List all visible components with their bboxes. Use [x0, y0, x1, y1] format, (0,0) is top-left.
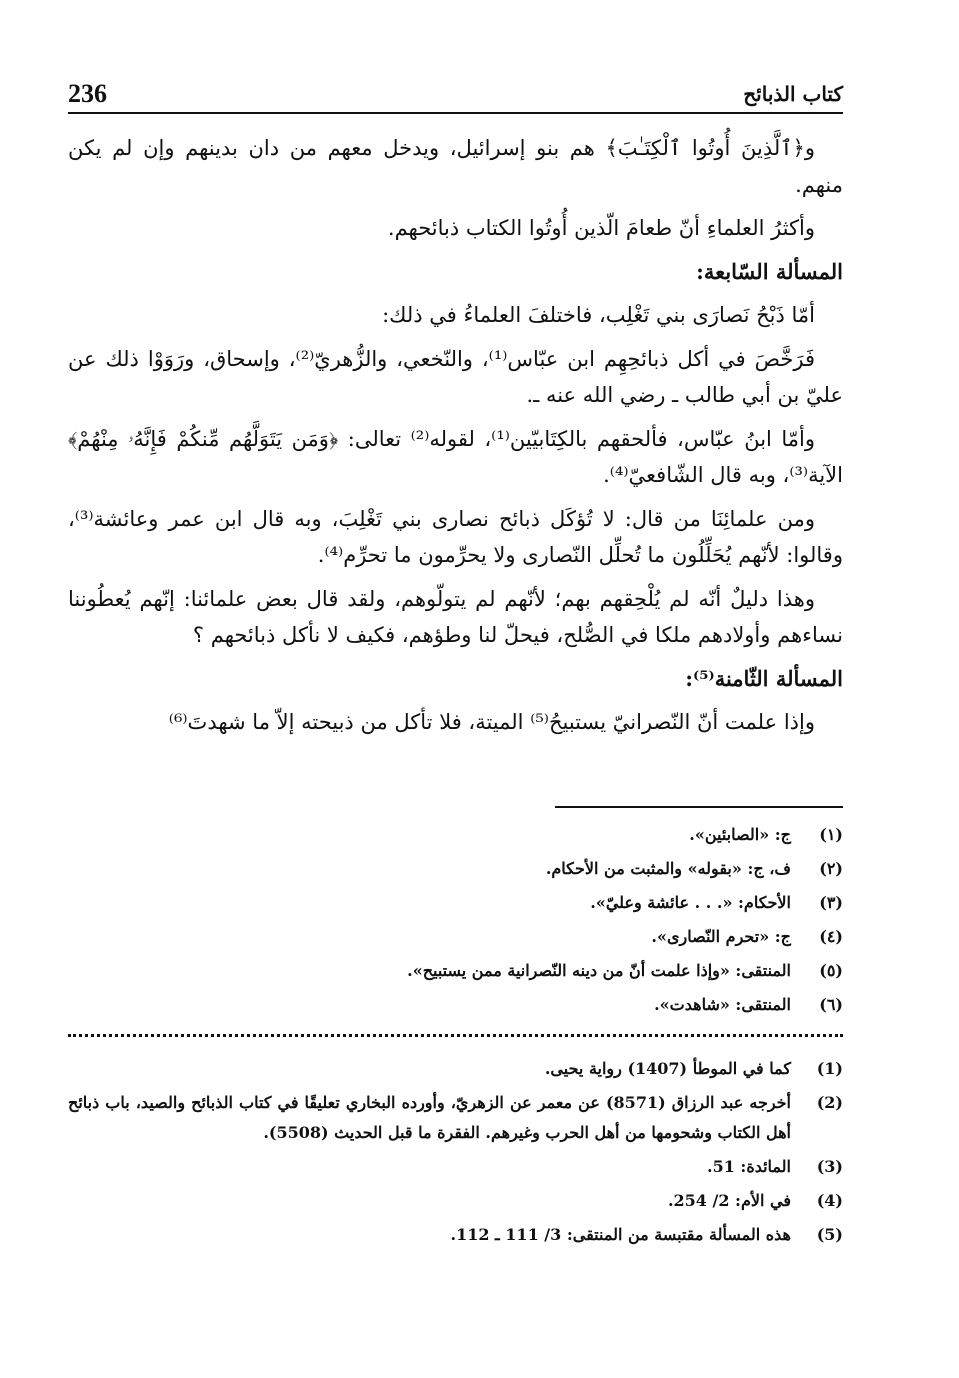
footnote: [68, 990, 843, 1020]
footnote: [68, 956, 843, 986]
footnote: [68, 1054, 843, 1084]
footnote: [68, 1088, 843, 1148]
footnote-number: (٣): [819, 893, 843, 912]
footnote: [68, 1152, 843, 1182]
source-footnotes: [68, 1054, 843, 1254]
paragraph: فَرَخَّصَ في أكل ذبائحِهِم ابن عبّاس⁽¹⁾، والنّخعي، والزُّهريّ⁽²⁾، وإسحاق، ورَوَوْا ذلك عن عليّ بن أبي طالب ـ رضي الله عنه ـ.: [68, 346, 843, 407]
footnote: [68, 854, 843, 884]
paragraph: و﴿ٱلَّذِينَ أُوتُوا ٱلْكِتَـٰبَ﴾ هم بنو إسرائيل، ويدخل معهم من دان بدينهم وإن لم يكن منهم.: [68, 136, 843, 197]
footnote-text: المنتقى: «شاهدت».: [654, 995, 791, 1014]
paragraph: وهذا دليلٌ أنّه لم يُلْحِقهم بهم؛ لأنّهم لم يتولّوهم، ولقد قال بعض علمائنا: إنّهم يُعطُوننا نساءهم وأولادهم ملكا في الصُّلح، فيحلّ لنا وطؤهم، فكيف لا نأكل ذبائحهم ؟: [68, 586, 843, 647]
footnote-number: (3): [816, 1157, 843, 1176]
paragraph: وأكثرُ العلماءِ أنّ طعامَ الّذين أُوتُوا الكتاب ذبائحهم.: [387, 216, 815, 240]
running-title: كتاب الذبائح: [743, 82, 843, 106]
footnote-text: ج: «تحرم النّصارى».: [651, 927, 791, 946]
main-text: [68, 130, 843, 748]
footnote-text: المائدة: 51.: [707, 1157, 791, 1176]
footnote-text: أخرجه عبد الرزاق (8571) عن معمر عن الزهريّ، وأورده البخاري تعليقًا في كتاب الذبائح والصيد، باب ذبائح أهل الكتاب وشحومها من أهل الحرب وغيرهم. الفقرة ما قبل الحديث (5508).: [68, 1093, 791, 1142]
footnote: [68, 1186, 843, 1216]
footnote-number: (5): [816, 1225, 843, 1244]
footnote-text: الأحكام: «. . . عائشة وعليّ».: [590, 893, 791, 912]
header-rule: [68, 112, 843, 114]
footnote-number: (٢): [819, 859, 843, 878]
paragraph: ومن علمائِنَا من قال: لا تُؤكَل ذبائح نصارى بني تَغْلِبَ، وبه قال ابن عمر وعائشة⁽³⁾، وقالوا: لأنّهم يُحَلِّلُون ما تُحلِّل النّصارى ولا يحرِّمون ما تحرِّم⁽⁴⁾.: [68, 506, 843, 567]
variant-footnotes: [68, 820, 843, 1024]
footnote-text: المنتقى: «وإذا علمت أنّ من دينه النّصرانية ممن يستبيح».: [407, 961, 791, 980]
footnote: [68, 922, 843, 952]
footnote-number: (2): [816, 1093, 843, 1112]
page-number: 236: [68, 79, 107, 108]
footnote-text: كما في الموطأ (1407) رواية يحيى.: [544, 1059, 791, 1078]
footnote: [68, 820, 843, 850]
paragraph: وإذا علمت أنّ النّصرانيّ يستبيحُ⁽⁵⁾ الميتة، فلا تأكل من ذبيحته إلاّ ما شهدتَ⁽⁶⁾: [168, 710, 815, 734]
paragraph: وأمّا ابنُ عبّاس، فألحقهم بالكِتَابيّين⁽¹⁾، لقوله⁽²⁾ تعالى: ﴿وَمَن يَتَوَلَّهُم مِّنكُمْ فَإِنَّهُۥ مِنْهُمْ﴾ الآية⁽³⁾، وبه قال الشّافعيّ⁽⁴⁾.: [68, 426, 843, 487]
paragraph: أمّا ذَبْحُ نَصارَى بني تَغْلِب، فاختلفَ العلماءُ في ذلك:: [382, 303, 815, 327]
footnote-text: ف، ج: «بقوله» والمثبت من الأحكام.: [545, 859, 791, 878]
section-heading: المسألة السّابعة:: [696, 258, 843, 284]
footnote-number: (١): [819, 825, 843, 844]
footnote: [68, 888, 843, 918]
footnote: [68, 1220, 843, 1250]
section-heading: المسألة الثّامنة⁽⁵⁾:: [685, 665, 843, 691]
footnote-text: هذه المسألة مقتبسة من المنتقى: 3/ 111 ـ 112.: [450, 1225, 791, 1244]
footnote-separator: [555, 806, 843, 808]
footnote-text: ج: «الصابئين».: [689, 825, 791, 844]
footnote-number: (1): [816, 1059, 843, 1078]
footnote-number: (٤): [819, 927, 843, 946]
page-header: [68, 78, 843, 110]
dotted-separator: [68, 1034, 843, 1037]
footnote-number: (4): [816, 1191, 843, 1210]
footnote-text: في الأم: 2/ 254.: [667, 1191, 791, 1210]
footnote-number: (٥): [819, 961, 843, 980]
footnote-number: (٦): [819, 995, 843, 1014]
